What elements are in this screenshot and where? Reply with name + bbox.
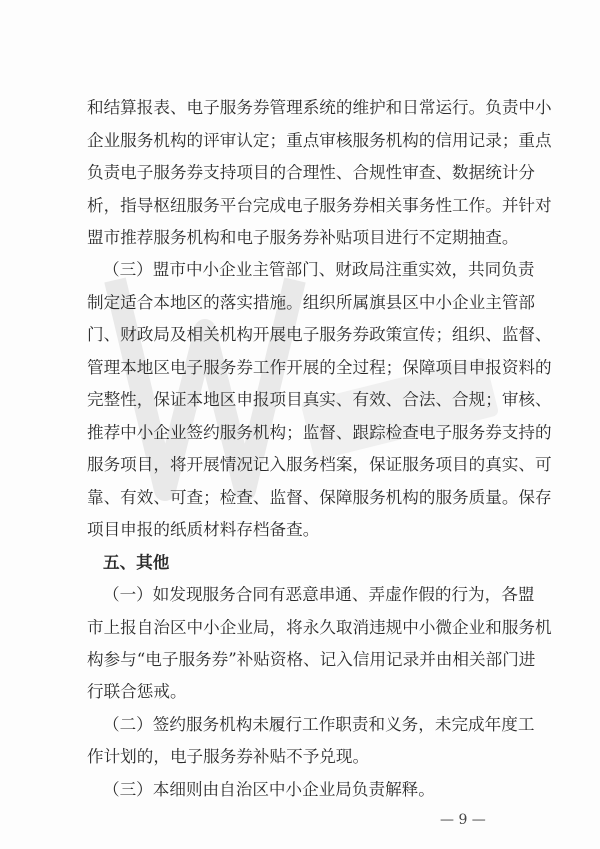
page-number: — 9 — [440, 812, 486, 828]
document-page: 和结算报表、电子服务券管理系统的维护和日常运行。负责中小 企业服务机构的评审认定；重点审核服务机构的信用记录；重点 负责电子服务券支持项目的合理性、合规性审查、数据统计分 析，指导枢纽服务平台完成电子服务券相关事务性工作。并针对 盟市推荐服务机构和电子服务券补贴项目进行不定期抽查。 （三）盟市中小企业主管部门、财政局注重实效，共同负责 制定适合本地区的落实措施。组织所属旗县区中小企业主管部 门、财政局及相关机构开展电子服务券政策宣传；组织、监督、 管理本地区电子服务券工作开展的全过程；保障项目申报资料的 完整性，保证本地区申报项目真实、有效、合法、合规；审核、 推荐中小企业签约服务机构；监督、跟踪检查电子服务券支持的 服务项目，将开展情况记入服务档案，保证服务项目的真实、可 靠、有效、可查；检查、监督、保障服务机构的服务质量。保存 项目申报的纸质材料存档备查。 五、其他 （一）如发现服务合同有恶意串通、弄虚作假的行为，各盟 市上报自治区中小企业局，将永久取消违规中小微企业和服务机 构参与“电子服务券”补贴资格、记入信用记录并由相关部门进 行联合惩戒。 （二）签约服务机构未履行工作职责和义务，未完成年度工 作计划的，电子服务券补贴不予兑现。 （三）本细则由自治区中小企业局负责解释。 — 9 — [87, 98, 552, 828]
